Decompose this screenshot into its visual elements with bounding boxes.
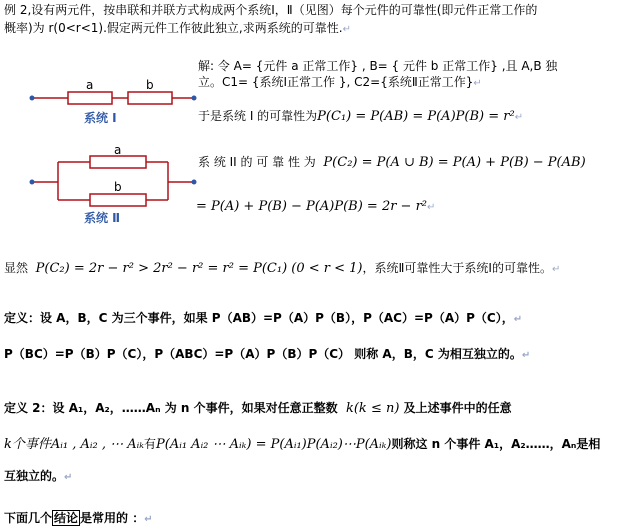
definition-1-line-1: 定义：设 A，B，C 为三个事件，如果 P（AB）=P（A）P（B），P（AC）=P（A）P（C），↵ [4,311,523,325]
system-1-formula: P(C₁) = P(AB) = P(A)P(B) = r² [317,109,515,124]
intro-line-2: 概率)为 r(0<r<1).假定两元件工作彼此独立,求两系统的可靠性.↵ [4,21,351,35]
series-system-diagram [28,78,198,138]
events-list: Aᵢ₁ , Aᵢ₂ , ⋯ Aᵢₖ [50,437,144,452]
element-b-label: b [114,180,122,194]
k-condition: k(k ≤ n) [345,401,400,416]
definition-2-line-3: 互独立的。↵ [4,469,73,483]
element-a-label: a [86,78,94,92]
paragraph-mark: ↵ [342,24,351,35]
independence-formula: P(Aᵢ₁ Aᵢ₂ ⋯ Aᵢₖ) = P(Aᵢ₁)P(Aᵢ₂)⋯P(Aᵢₖ) [156,437,392,452]
definition-2-line-1: 定义 2：设 A₁，A₂，……Aₙ 为 n 个事件，如果对任意正整数 k(k ≤ n) 及上述事件中的任意 [4,401,512,416]
footer-line: 下面几个 结论 是常用的 ：↵ [4,511,153,525]
boxed-word: 结论 [54,511,79,525]
system-2-reliability: 系 统 II 的 可 靠 性 为 P(C₂) = P(A ∪ B) = P(A) + P(B) − P(AB) [198,155,586,170]
system-2-formula-cont: = P(A) + P(B) − P(A)P(B) = 2r − r² [196,199,428,214]
parallel-system-diagram [28,146,198,226]
system-1-reliability: 于是系统 I 的可靠性为P(C₁) = P(AB) = P(A)P(B) = r²↵ [198,109,524,124]
solution-line-1: 解: 令 A= {元件 a 正常工作} , B= { 元件 b 正常工作} ,且 A,B 独 [198,59,558,73]
system-2-reliability-cont: = P(A) + P(B) − P(A)P(B) = 2r − r²↵ [196,199,436,214]
element-a-label: a [114,146,122,157]
conclusion-line: 显然 P(C₂) = 2r − r² > 2r² − r² = r² = P(C₁) (0 < r < 1)，系统Ⅱ可靠性大于系统Ⅰ的可靠性。↵ [4,261,561,276]
system-2-label: 系统 Ⅱ [84,211,121,225]
definition-1-line-2: P（BC）=P（B）P（C），P（ABC）=P（A）P（B）P（C） 则称 A，B，C 为相互独立的。↵ [4,347,531,361]
system-2-formula: P(C₂) = P(A ∪ B) = P(A) + P(B) − P(AB) [323,155,586,170]
conclusion-formula: P(C₂) = 2r − r² > 2r² − r² = r² = P(C₁) (0 < r < 1) [35,261,363,276]
intro-line-1: 例 2,设有两元件，按串联和并联方式构成两个系统Ⅰ，Ⅱ（见图）每个元件的可靠性(即元件正常工作的 [4,3,538,17]
definition-2-line-2: k个事件Aᵢ₁ , Aᵢ₂ , ⋯ Aᵢₖ有P(Aᵢ₁ Aᵢ₂ ⋯ Aᵢₖ) = P(Aᵢ₁)P(Aᵢ₂)⋯P(Aᵢₖ)则称这 n 个事件 A₁，A₂……，Aₙ是相 [4,437,601,452]
element-b-label: b [146,78,154,92]
system-1-label: 系统 I [84,111,117,125]
solution-line-2: 立。C1= {系统Ⅰ正常工作 }, C2={系统Ⅱ正常工作}↵ [198,75,482,89]
